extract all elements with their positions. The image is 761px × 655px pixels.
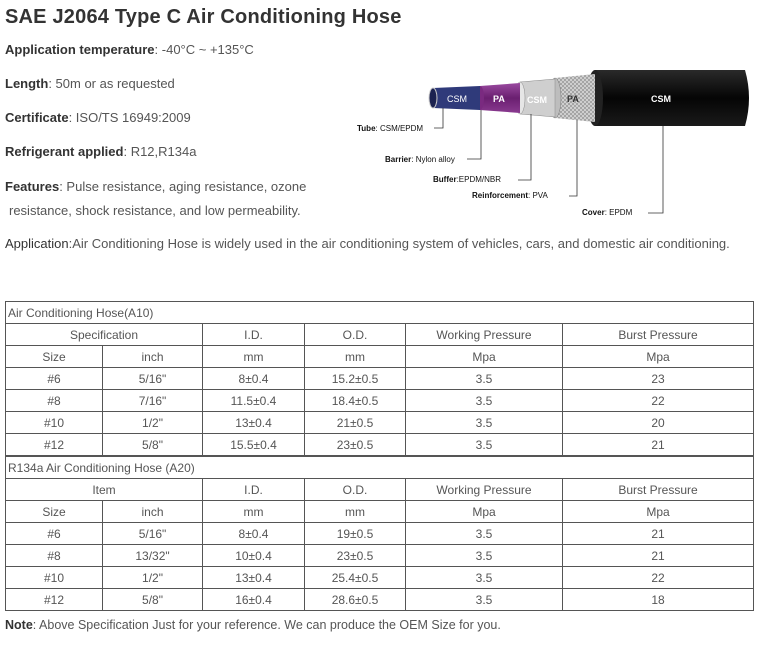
table-unit: Mpa — [563, 501, 754, 523]
table-cell: 21 — [563, 545, 754, 567]
table-caption: Air Conditioning Hose(A10) — [6, 302, 754, 324]
hose-diagram — [355, 66, 755, 226]
table-cell: 25.4±0.5 — [305, 567, 406, 589]
table-unit: inch — [103, 346, 203, 368]
table-row — [6, 390, 754, 412]
callout-reinforcement: Reinforcement: PVA — [472, 191, 548, 200]
table-cell: 5/8" — [103, 434, 203, 456]
table-cell: 23±0.5 — [305, 434, 406, 456]
table-cell: 7/16" — [103, 390, 203, 412]
table-cell: 22 — [563, 390, 754, 412]
table-cell: 18.4±0.5 — [305, 390, 406, 412]
spec-refrigerant: Refrigerant applied: R12,R134a — [5, 144, 197, 159]
table-cell: 15.5±0.4 — [203, 434, 305, 456]
table-cell: 21 — [563, 434, 754, 456]
table-row — [6, 567, 754, 589]
table-row — [6, 368, 754, 390]
table-cell: 10±0.4 — [203, 545, 305, 567]
note-text: Note: Above Specification Just for your reference. We can produce the OEM Size for you. — [5, 618, 501, 632]
callout-barrier: Barrier: Nylon alloy — [385, 155, 455, 164]
table-cell: #12 — [6, 434, 103, 456]
table-cell: 16±0.4 — [203, 589, 305, 611]
table-header: O.D. — [305, 324, 406, 346]
table-cell: 8±0.4 — [203, 368, 305, 390]
table-row — [6, 434, 754, 456]
table-caption: R134a Air Conditioning Hose (A20) — [6, 457, 754, 479]
table-cell: 23±0.5 — [305, 545, 406, 567]
table-unit: Mpa — [406, 346, 563, 368]
table-unit: Mpa — [406, 501, 563, 523]
table-row — [6, 589, 754, 611]
table-cell: 3.5 — [406, 523, 563, 545]
table-cell: 5/16" — [103, 523, 203, 545]
table-cell: 13/32" — [103, 545, 203, 567]
table-unit: Mpa — [563, 346, 754, 368]
table-header: Specification — [6, 324, 203, 346]
table-cell: #8 — [6, 545, 103, 567]
table-unit: mm — [203, 501, 305, 523]
table-row — [6, 545, 754, 567]
table-cell: 3.5 — [406, 390, 563, 412]
table-header: Working Pressure — [406, 324, 563, 346]
cover-layer — [595, 70, 749, 126]
table-row — [6, 523, 754, 545]
layer-label-csm-inner: CSM — [447, 94, 467, 104]
table-cell: 21±0.5 — [305, 412, 406, 434]
hose-illustration — [355, 66, 755, 226]
table-row — [6, 412, 754, 434]
table-cell: 5/8" — [103, 589, 203, 611]
table-unit: mm — [305, 501, 406, 523]
application-text: Application:Air Conditioning Hose is widely used in the air conditioning system of vehicles, cars, and domestic air conditioning. — [5, 236, 730, 251]
table-unit: Size — [6, 346, 103, 368]
layer-label-csm-mid: CSM — [527, 95, 547, 105]
table-cell: 5/16" — [103, 368, 203, 390]
table-header: Working Pressure — [406, 479, 563, 501]
table-cell: 1/2" — [103, 567, 203, 589]
table-cell: #6 — [6, 368, 103, 390]
table-cell: 20 — [563, 412, 754, 434]
table-cell: 18 — [563, 589, 754, 611]
callout-tube: Tube: CSM/EPDM — [357, 124, 424, 133]
table-unit: mm — [305, 346, 406, 368]
layer-label-pa-outer: PA — [567, 94, 579, 104]
spec-certificate: Certificate: ISO/TS 16949:2009 — [5, 110, 191, 125]
spec-features-continued: resistance, shock resistance, and low permeability. — [9, 203, 301, 218]
callout-buffer: Buffer:EPDM/NBR — [433, 175, 502, 184]
table-cell: 13±0.4 — [203, 567, 305, 589]
page-title: SAE J2064 Type C Air Conditioning Hose — [5, 6, 402, 28]
spec-features: Features: Pulse resistance, aging resistance, ozone — [5, 179, 307, 194]
table-cell: 11.5±0.4 — [203, 390, 305, 412]
table-cell: #6 — [6, 523, 103, 545]
table-unit: Size — [6, 501, 103, 523]
table-header: Burst Pressure — [563, 479, 754, 501]
table-cell: 3.5 — [406, 589, 563, 611]
table-a10 — [5, 301, 754, 456]
table-unit: inch — [103, 501, 203, 523]
callout-cover: Cover: EPDM — [582, 208, 633, 217]
table-cell: 19±0.5 — [305, 523, 406, 545]
table-cell: 21 — [563, 523, 754, 545]
layer-label-csm-cover: CSM — [651, 94, 671, 104]
spec-length: Length: 50m or as requested — [5, 76, 175, 91]
table-header: I.D. — [203, 324, 305, 346]
table-cell: 3.5 — [406, 368, 563, 390]
table-header: O.D. — [305, 479, 406, 501]
table-cell: 22 — [563, 567, 754, 589]
table-cell: #12 — [6, 589, 103, 611]
table-cell: 3.5 — [406, 567, 563, 589]
layer-label-pa-inner: PA — [493, 94, 505, 104]
table-header: Item — [6, 479, 203, 501]
table-header: Burst Pressure — [563, 324, 754, 346]
table-cell: 8±0.4 — [203, 523, 305, 545]
table-a20 — [5, 456, 754, 611]
table-cell: #10 — [6, 412, 103, 434]
table-cell: 3.5 — [406, 434, 563, 456]
table-unit: mm — [203, 346, 305, 368]
table-cell: 13±0.4 — [203, 412, 305, 434]
table-cell: 15.2±0.5 — [305, 368, 406, 390]
table-cell: 28.6±0.5 — [305, 589, 406, 611]
table-cell: 1/2" — [103, 412, 203, 434]
table-header: I.D. — [203, 479, 305, 501]
table-cell: 23 — [563, 368, 754, 390]
table-cell: 3.5 — [406, 412, 563, 434]
table-cell: #10 — [6, 567, 103, 589]
table-cell: 3.5 — [406, 545, 563, 567]
spec-temperature: Application temperature: -40°C ~ +135°C — [5, 42, 254, 57]
table-cell: #8 — [6, 390, 103, 412]
